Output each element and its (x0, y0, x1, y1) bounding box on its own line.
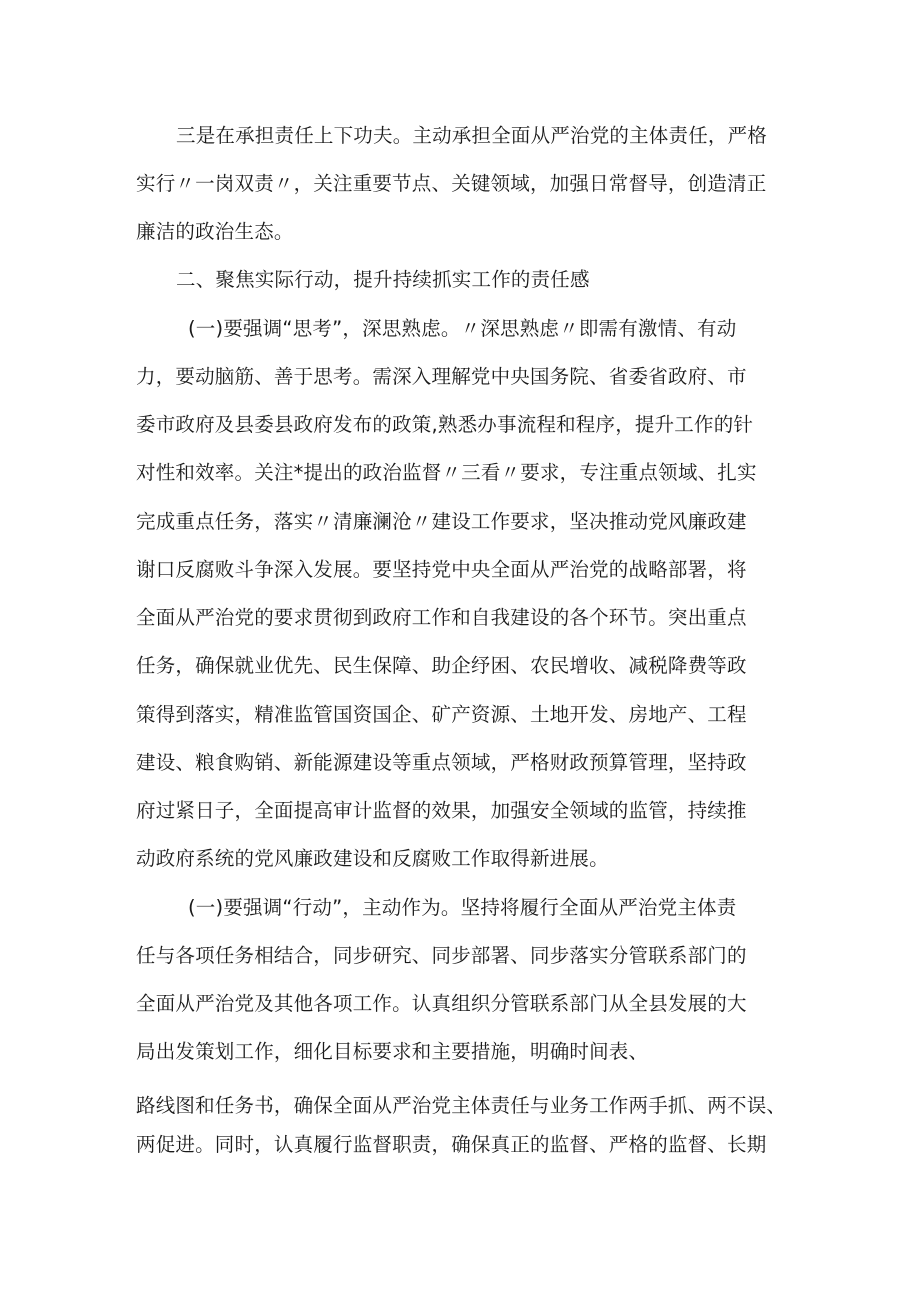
paragraph-line: 廉洁的政治生态。 (136, 220, 294, 243)
paragraph-line: 府过紧日子，全面提高审计监督的效果，加强安全领域的监管，持续推 (136, 799, 747, 822)
paragraph-line: 完成重点任务，落实〃清廉澜沧〃建设工作要求，坚决推动党风廉政建 (136, 510, 747, 533)
paragraph-line: 路线图和任务书，确保全面从严治党主体责任与业务工作两手抓、两不误、 (136, 1094, 787, 1117)
paragraph-line: 实行〃一岗双责〃，关注重要节点、关键领域，加强日常督导，创造清正 (136, 172, 767, 195)
paragraph-line: 策得到落实，精准监管国资国企、矿产资源、土地开发、房地产、工程 (136, 703, 747, 726)
paragraph-line: 三是在承担责任上下功夫。主动承担全面从严治党的主体责任，严格 (176, 124, 768, 147)
paragraph-line: 建设、粮食购销、新能源建设等重点领域，严格财政预算管理，坚持政 (136, 751, 747, 774)
section-heading: 二、聚焦实际行动，提升持续抓实工作的责任感 (176, 268, 590, 291)
paragraph-line: 全面从严治党的要求贯彻到政府工作和自我建设的各个环节。突出重点 (136, 606, 747, 629)
paragraph-line: 全面从严治党及其他各项工作。认真组织分管联系部门从全县发展的大 (136, 992, 747, 1015)
paragraph-line: 任务，确保就业优先、民生保障、助企纾困、农民增收、减税降费等政 (136, 654, 747, 677)
paragraph-line: 谢口反腐败斗争深入发展。要坚持党中央全面从严治党的战略部署，将 (136, 558, 747, 581)
paragraph-line: 任与各项任务相结合，同步研究、同步部署、同步落实分管联系部门的 (136, 944, 747, 967)
paragraph-line: (一)要强调“思考”，深思熟虑。〃深思熟虑〃即需有激情、有动 (188, 317, 737, 340)
paragraph-line: 力，要动脑筋、善于思考。需深入理解党中央国务院、省委省政府、市 (136, 365, 747, 388)
paragraph-line: 两促进。同时，认真履行监督职责，确保真正的监督、严格的监督、长期 (136, 1133, 767, 1156)
paragraph-line: (一)要强调“行动”，主动作为。坚持将履行全面从严治党主体责 (188, 896, 737, 919)
paragraph-line: 局出发策划工作，细化目标要求和主要措施，明确时间表、 (136, 1040, 649, 1063)
paragraph-line: 对性和效率。关注*提出的政治监督〃三看〃要求，专注重点领域、扎实 (136, 461, 757, 484)
paragraph-line: 动政府系统的党风廉政建设和反腐败工作取得新进展。 (136, 847, 609, 870)
paragraph-line: 委市政府及县委县政府发布的政策,熟悉办事流程和程序，提升工作的针 (136, 413, 754, 436)
